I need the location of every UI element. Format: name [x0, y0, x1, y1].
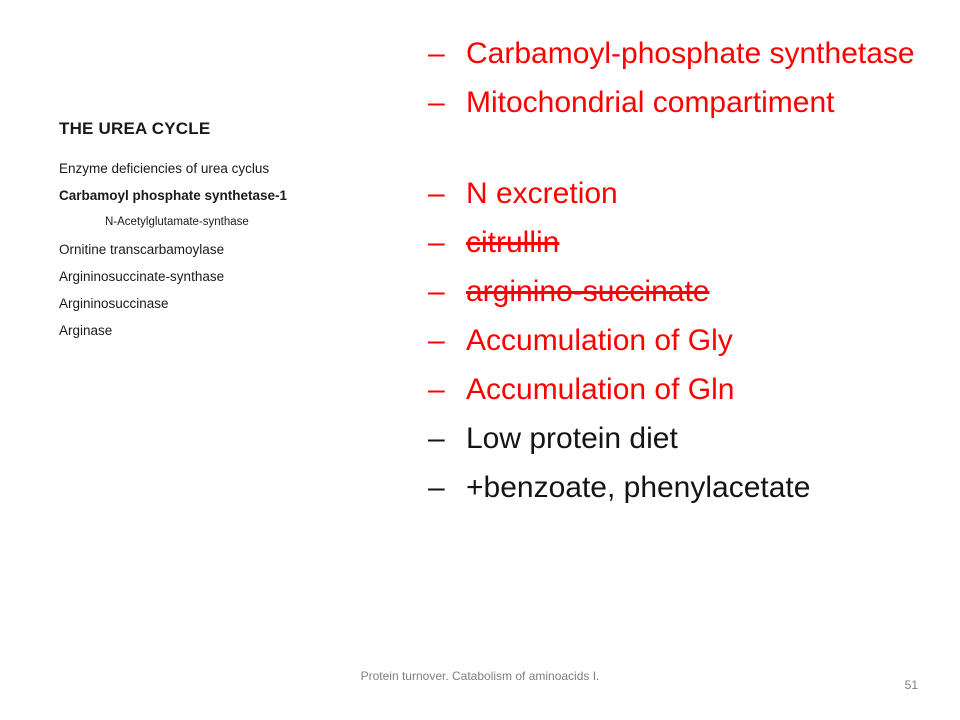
bullet-dash: –	[428, 422, 445, 455]
bullet-dash: –	[428, 471, 445, 504]
slide-footer: Protein turnover. Catabolism of aminoacids I.	[360, 669, 600, 683]
bullet-text: Accumulation of Gly	[466, 324, 733, 357]
list-heading: Enzyme deficiencies of urea cyclus	[59, 161, 270, 176]
slide-title: THE UREA CYCLE	[59, 119, 211, 138]
bullet-text: Low protein diet	[466, 422, 678, 455]
bullet-item	[428, 34, 928, 73]
bullet-text: Accumulation of Gln	[466, 373, 735, 406]
list-item: Argininosuccinase	[59, 296, 169, 311]
bullet-dash: –	[428, 324, 445, 357]
bullet-text: citrullin	[466, 226, 560, 259]
list-item: Ornitine transcarbamoylase	[59, 242, 225, 257]
bullet-dash: –	[428, 177, 445, 210]
enzyme-deficiency-list	[59, 155, 389, 344]
bullet-text: N excretion	[466, 177, 618, 210]
bullet-dash: –	[428, 275, 445, 308]
bullet-item	[428, 223, 928, 262]
list-item: Carbamoyl phosphate synthetase-1	[59, 188, 288, 203]
bullet-text: Carbamoyl-phosphate synthetase	[466, 37, 915, 70]
bullet-item	[428, 321, 928, 360]
bullet-list	[428, 34, 928, 507]
bullet-dash: –	[428, 373, 445, 406]
bullet-item	[428, 83, 928, 122]
bullet-dash: –	[428, 37, 445, 70]
bullet-item	[428, 370, 928, 409]
bullet-item	[428, 174, 928, 213]
bullet-item	[428, 468, 928, 507]
bullet-text: Mitochondrial compartiment	[466, 86, 835, 119]
bullet-item	[428, 419, 928, 458]
bullet-dash: –	[428, 86, 445, 119]
bullet-dash: –	[428, 226, 445, 259]
bullet-text: +benzoate, phenylacetate	[466, 471, 811, 504]
bullet-item	[428, 272, 928, 311]
list-subitem: N-Acetylglutamate-synthase	[105, 216, 249, 228]
bullet-text: arginino-succinate	[466, 275, 710, 308]
page-number: 51	[904, 678, 918, 692]
list-item: Argininosuccinate-synthase	[59, 269, 225, 284]
list-item: Arginase	[59, 323, 113, 338]
